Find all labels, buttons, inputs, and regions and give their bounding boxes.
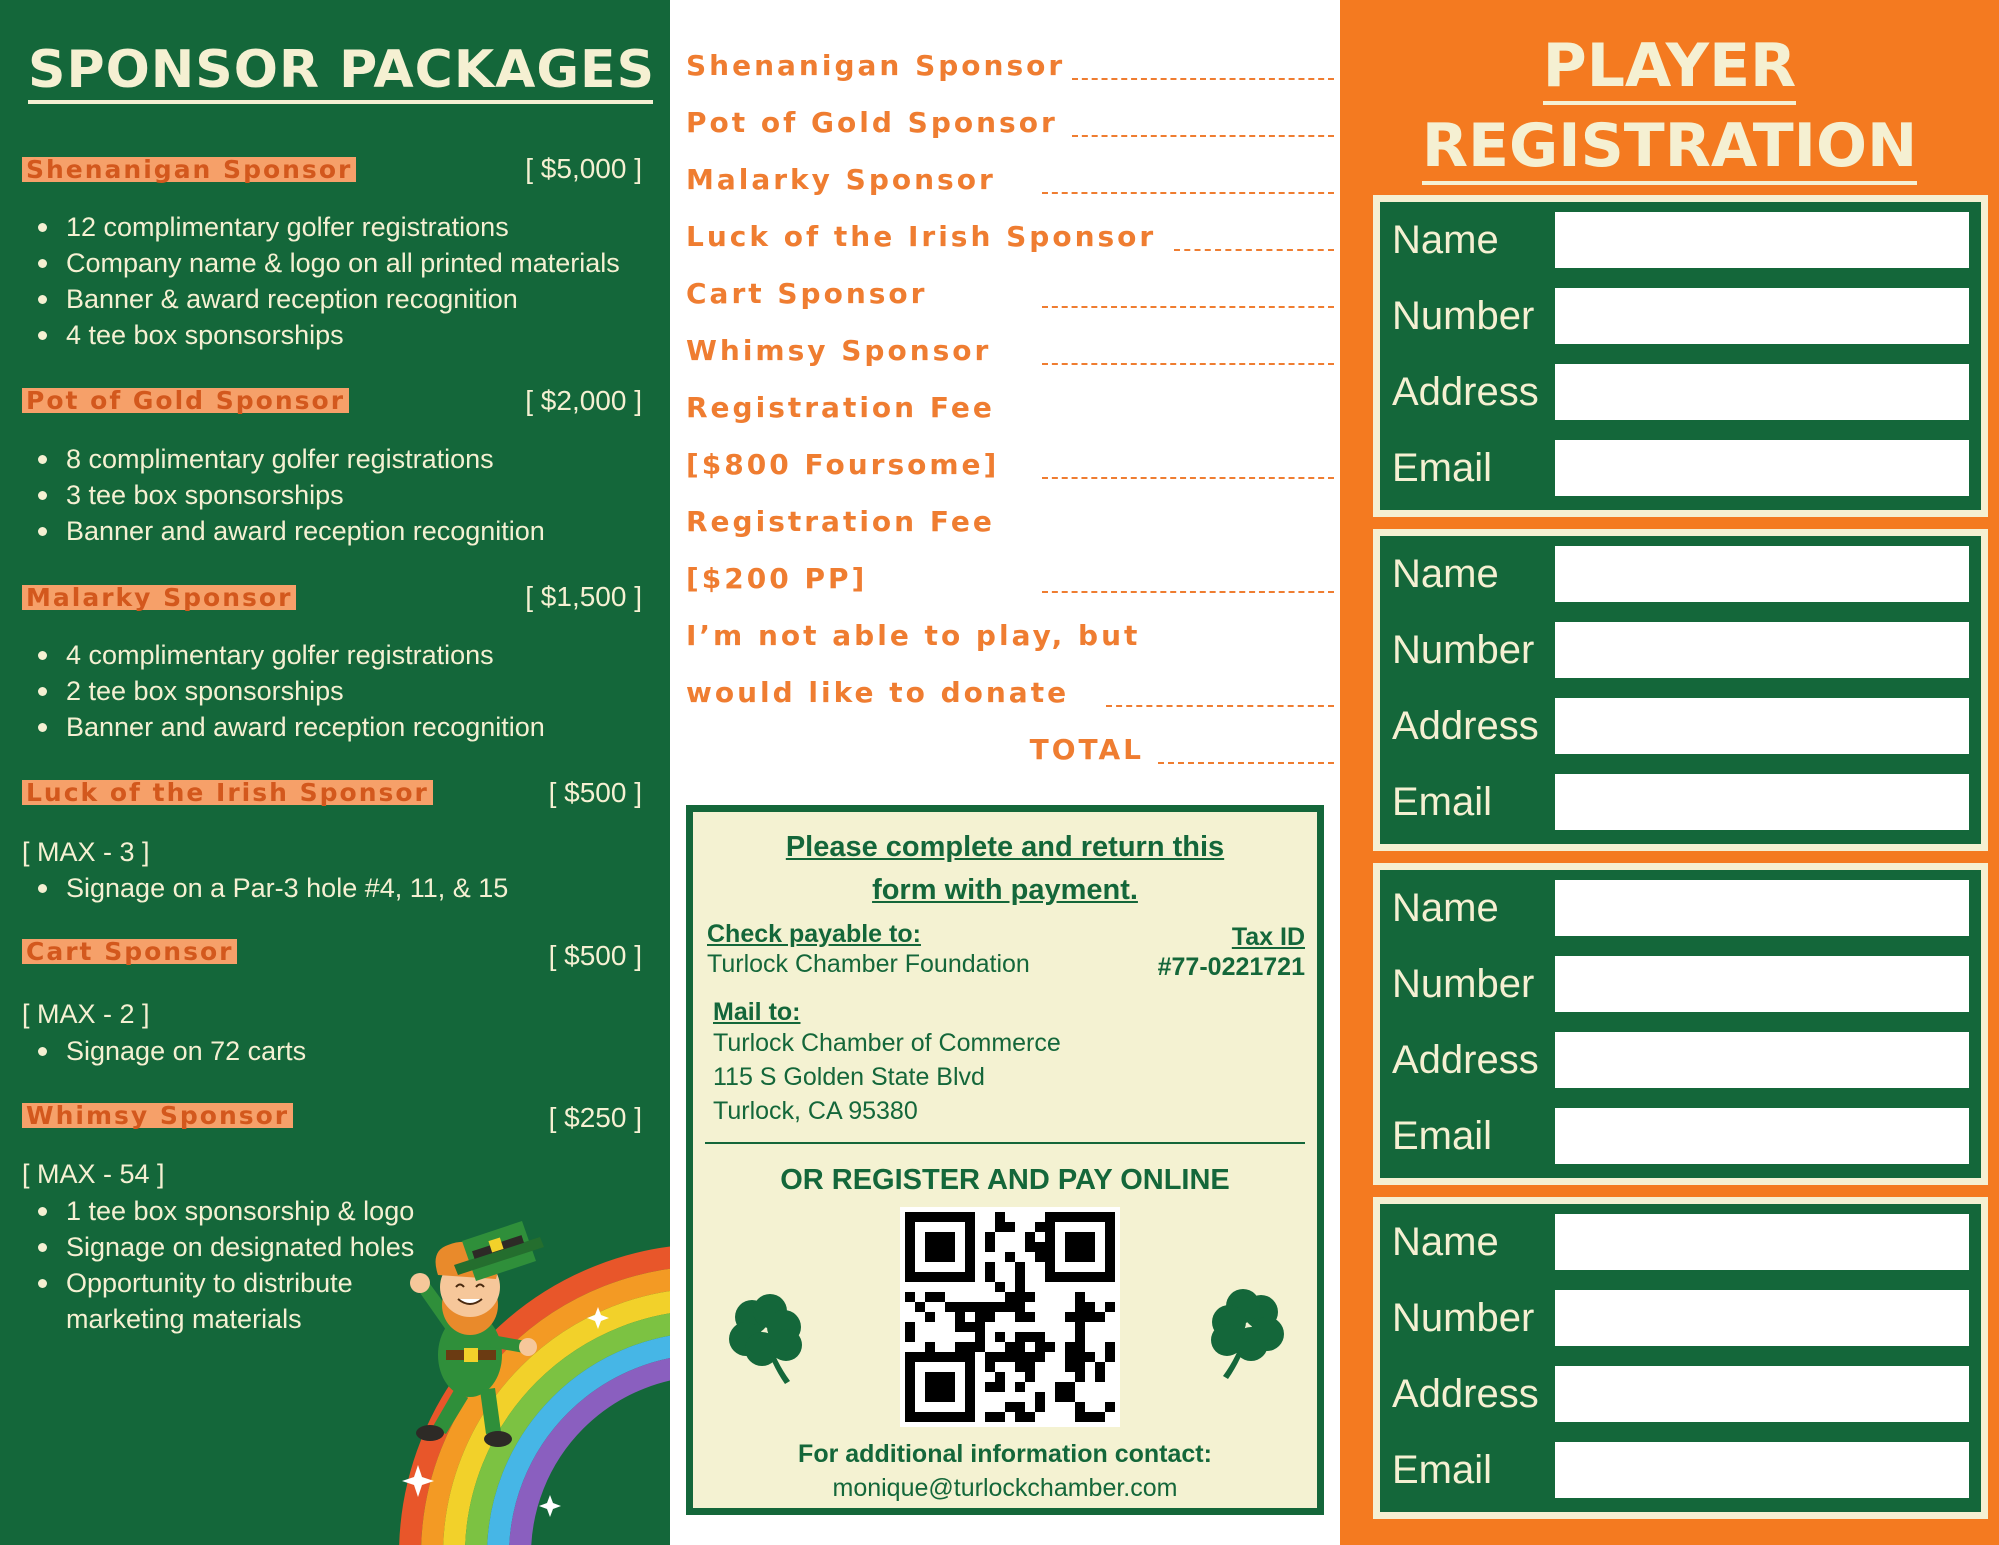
- order-line-label: I’m not able to play, but: [686, 619, 1141, 652]
- address-field[interactable]: [1555, 1032, 1969, 1088]
- package-max-whimsy: [ MAX - 54 ]: [22, 1159, 165, 1189]
- package-benefits-whimsy: [66, 1193, 414, 1337]
- package-max-cart: [ MAX - 2 ]: [22, 999, 150, 1029]
- package-max-luck-of-the-irish: [ MAX - 3 ]: [22, 837, 150, 867]
- order-line-label: Whimsy Sponsor: [686, 334, 992, 367]
- number-field[interactable]: [1555, 622, 1969, 678]
- list-item: Signage on designated holes: [66, 1229, 414, 1265]
- name-field[interactable]: [1555, 212, 1969, 268]
- address-row: [1380, 354, 1980, 430]
- field-label: Address: [1392, 370, 1539, 414]
- heading-line: REGISTRATION: [1422, 111, 1917, 185]
- total-label: TOTAL: [1029, 733, 1144, 766]
- check-payable-label: Check payable to:: [707, 920, 921, 948]
- package-name-whimsy: Whimsy Sponsor: [22, 1103, 293, 1128]
- package-name-malarky: Malarky Sponsor: [22, 585, 296, 610]
- email-field[interactable]: [1555, 774, 1969, 830]
- address-row: [1380, 688, 1980, 764]
- field-label: Number: [1392, 1296, 1535, 1340]
- order-line-label: Registration Fee: [686, 505, 995, 538]
- package-price-malarky: [ $1,500 ]: [525, 581, 642, 612]
- payment-instructions-title: [693, 826, 1317, 912]
- number-field[interactable]: [1555, 956, 1969, 1012]
- blank-line[interactable]: [1158, 762, 1334, 764]
- blank-line[interactable]: [1072, 78, 1334, 80]
- name-row: [1380, 1204, 1980, 1280]
- email-row: [1380, 764, 1980, 840]
- tax-id-label: Tax ID: [1231, 923, 1305, 951]
- list-item: 12 complimentary golfer registrations: [66, 209, 620, 245]
- field-label: Address: [1392, 1038, 1539, 1082]
- blank-line[interactable]: [1042, 591, 1334, 593]
- order-line-registration-fee-label: [686, 502, 1334, 542]
- player-registration-block-1: [1373, 195, 1988, 517]
- number-field[interactable]: [1555, 1290, 1969, 1346]
- field-label: Email: [1392, 1448, 1493, 1492]
- field-label: Number: [1392, 962, 1535, 1006]
- email-row: [1380, 1098, 1980, 1174]
- list-item: 4 complimentary golfer registrations: [66, 637, 545, 673]
- list-item: Signage on a Par-3 hole #4, 11, & 15: [66, 870, 508, 906]
- blank-line[interactable]: [1042, 306, 1334, 308]
- email-row: [1380, 430, 1980, 506]
- list-item: 3 tee box sponsorships: [66, 477, 545, 513]
- address-field[interactable]: [1555, 1366, 1969, 1422]
- number-row: [1380, 278, 1980, 354]
- number-field[interactable]: [1555, 288, 1969, 344]
- name-row: [1380, 870, 1980, 946]
- package-benefits-luck-of-the-irish: [66, 870, 508, 906]
- list-item: 8 complimentary golfer registrations: [66, 441, 545, 477]
- package-benefits-cart: [66, 1033, 306, 1069]
- order-line-label: Pot of Gold Sponsor: [686, 106, 1058, 139]
- name-field[interactable]: [1555, 546, 1969, 602]
- payment-title-line: form with payment.: [872, 874, 1138, 906]
- field-label: Name: [1392, 886, 1499, 930]
- address-row: [1380, 1356, 1980, 1432]
- mail-address-line: 115 S Golden State Blvd: [713, 1063, 985, 1091]
- mail-address-line: Turlock Chamber of Commerce: [713, 1029, 1061, 1057]
- order-line-label: Registration Fee: [686, 391, 995, 424]
- heading-line: PLAYER: [1543, 31, 1797, 105]
- name-row: [1380, 202, 1980, 278]
- order-line-donate-label: [686, 616, 1334, 656]
- address-field[interactable]: [1555, 364, 1969, 420]
- field-label: Name: [1392, 1220, 1499, 1264]
- blank-line[interactable]: [1042, 477, 1334, 479]
- list-item: Banner and award reception recognition: [66, 513, 545, 549]
- order-line-luck-of-the-irish[interactable]: [686, 217, 1334, 257]
- package-benefits-pot-of-gold: [66, 441, 545, 549]
- package-price-whimsy: [ $250 ]: [548, 1102, 642, 1133]
- list-item: 4 tee box sponsorships: [66, 317, 620, 353]
- blank-line[interactable]: [1106, 705, 1334, 707]
- sponsor-packages-panel: [0, 0, 670, 1545]
- name-field[interactable]: [1555, 880, 1969, 936]
- address-field[interactable]: [1555, 698, 1969, 754]
- list-item: Banner & award reception recognition: [66, 281, 620, 317]
- blank-line[interactable]: [1042, 363, 1334, 365]
- list-item: Signage on 72 carts: [66, 1033, 306, 1069]
- blank-line[interactable]: [1072, 135, 1334, 137]
- order-line-label: would like to donate: [686, 676, 1070, 709]
- email-field[interactable]: [1555, 1442, 1969, 1498]
- sponsor-packages-heading: SPONSOR PACKAGES: [28, 40, 653, 104]
- player-registration-block-3: [1373, 863, 1988, 1185]
- blank-line[interactable]: [1174, 249, 1334, 251]
- list-item: Banner and award reception recognition: [66, 709, 545, 745]
- divider: [705, 1142, 1305, 1144]
- package-name-luck-of-the-irish: Luck of the Irish Sponsor: [22, 780, 433, 805]
- email-field[interactable]: [1555, 1108, 1969, 1164]
- player-registration-heading: [1340, 26, 1999, 186]
- package-price-luck-of-the-irish: [ $500 ]: [548, 777, 642, 808]
- payment-title-line: Please complete and return this: [785, 831, 1225, 863]
- player-registration-block-4: [1373, 1197, 1988, 1519]
- field-label: Number: [1392, 294, 1535, 338]
- email-field[interactable]: [1555, 440, 1969, 496]
- order-line-per-person[interactable]: [686, 559, 1334, 599]
- field-label: Email: [1392, 780, 1493, 824]
- order-line-total[interactable]: [686, 730, 1334, 770]
- order-line-shenanigan[interactable]: [686, 46, 1334, 86]
- order-line-label: Malarky Sponsor: [686, 163, 996, 196]
- list-item: 2 tee box sponsorships: [66, 673, 545, 709]
- order-line-malarky[interactable]: [686, 160, 1334, 200]
- number-row: [1380, 1280, 1980, 1356]
- leprechaun-rainbow-illustration: [380, 1195, 670, 1545]
- order-line-foursome[interactable]: [686, 445, 1334, 485]
- order-line-label: Cart Sponsor: [686, 277, 928, 310]
- field-label: Name: [1392, 218, 1499, 262]
- number-row: [1380, 946, 1980, 1022]
- field-label: Number: [1392, 628, 1535, 672]
- order-line-whimsy[interactable]: [686, 331, 1334, 371]
- order-line-pot-of-gold[interactable]: [686, 103, 1334, 143]
- order-line-cart[interactable]: [686, 274, 1334, 314]
- package-name-cart: Cart Sponsor: [22, 939, 237, 964]
- tax-id-value: #77-0221721: [1157, 953, 1305, 981]
- package-name-pot-of-gold: Pot of Gold Sponsor: [22, 388, 349, 413]
- payment-info-box: [686, 805, 1324, 1515]
- order-line-label: [$800 Foursome]: [686, 448, 1000, 481]
- address-row: [1380, 1022, 1980, 1098]
- list-item: marketing materials: [66, 1304, 302, 1334]
- shamrock-icon: [718, 1287, 818, 1387]
- order-line-label: [$200 PP]: [686, 562, 868, 595]
- order-line-label: Shenanigan Sponsor: [686, 49, 1066, 82]
- qr-code[interactable]: [900, 1207, 1120, 1427]
- order-line-donate[interactable]: [686, 673, 1334, 713]
- package-benefits-shenanigan: [66, 209, 620, 353]
- order-form-panel: [670, 0, 1340, 1545]
- package-price-shenanigan: [ $5,000 ]: [525, 153, 642, 184]
- name-field[interactable]: [1555, 1214, 1969, 1270]
- shamrock-icon: [1195, 1282, 1295, 1382]
- list-item: Company name & logo on all printed materials: [66, 245, 620, 281]
- package-benefits-malarky: [66, 637, 545, 745]
- field-label: Name: [1392, 552, 1499, 596]
- package-price-pot-of-gold: [ $2,000 ]: [525, 385, 642, 416]
- email-row: [1380, 1432, 1980, 1508]
- list-item: 1 tee box sponsorship & logo: [66, 1193, 414, 1229]
- contact-label: For additional information contact:: [798, 1440, 1212, 1468]
- package-price-cart: [ $500 ]: [548, 940, 642, 971]
- register-online-heading: OR REGISTER AND PAY ONLINE: [780, 1164, 1230, 1196]
- field-label: Email: [1392, 446, 1493, 490]
- order-line-registration-fee-label: [686, 388, 1334, 428]
- check-payable-value: Turlock Chamber Foundation: [707, 950, 1030, 978]
- field-label: Address: [1392, 1372, 1539, 1416]
- package-name-shenanigan: Shenanigan Sponsor: [22, 157, 356, 182]
- player-registration-panel: [1340, 0, 1999, 1545]
- order-line-label: Luck of the Irish Sponsor: [686, 220, 1157, 253]
- player-registration-block-2: [1373, 529, 1988, 851]
- field-label: Email: [1392, 1114, 1493, 1158]
- blank-line[interactable]: [1042, 192, 1334, 194]
- contact-email-link[interactable]: monique@turlockchamber.com: [832, 1474, 1178, 1502]
- field-label: Address: [1392, 704, 1539, 748]
- number-row: [1380, 612, 1980, 688]
- mail-address-line: Turlock, CA 95380: [713, 1097, 918, 1125]
- list-item: Opportunity to distribute: [66, 1265, 414, 1301]
- mail-to-label: Mail to:: [713, 998, 801, 1026]
- name-row: [1380, 536, 1980, 612]
